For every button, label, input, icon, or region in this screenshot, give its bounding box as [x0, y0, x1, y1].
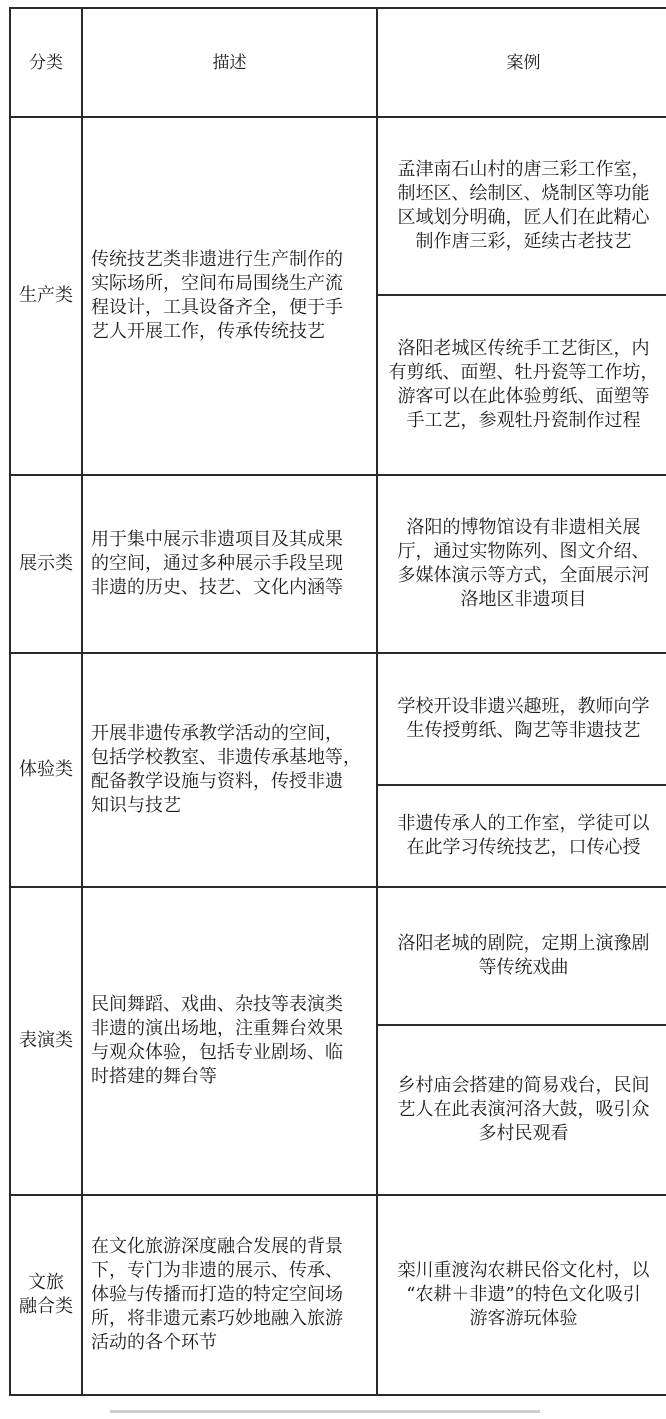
example-line: 乡村庙会搭建的简易戏台，民间 [397, 1075, 650, 1096]
description-line: 配备教学设施与资料，传授非遗 [91, 771, 343, 792]
example-line: 学校开设非遗兴趣班，教师向学 [397, 696, 650, 717]
category-line: 展示类 [19, 553, 73, 574]
category-label [19, 284, 73, 308]
description-line: 知识与技艺 [91, 795, 181, 816]
description-cell [82, 887, 377, 1195]
example-line: 洛地区非遗项目 [460, 589, 587, 610]
description-line: 下，专门为非遗的展示、传承、 [91, 1260, 343, 1281]
description-line: 非遗的历史、技艺、文化内涵等 [91, 577, 343, 598]
example-line: 洛阳的博物馆设有非遗相关展 [406, 517, 641, 538]
category-line: 生产类 [19, 285, 73, 306]
table-body [10, 117, 666, 1395]
example-cell [377, 785, 666, 887]
description-cell [82, 117, 377, 475]
description-line: 体验与传播而打造的特定空间场 [91, 1284, 343, 1305]
example-line: 非遗传承人的工作室，学徒可以 [397, 813, 650, 834]
example-cell [377, 295, 666, 475]
example-cell [377, 653, 666, 785]
bottom-rule [110, 1410, 540, 1413]
category-cell [10, 475, 82, 653]
example-line: 在此学习传统技艺，口传心授 [406, 837, 641, 858]
description-line: 时搭建的舞台等 [91, 1066, 217, 1087]
example-line: 制坯区、绘制区、烧制区等功能 [397, 183, 650, 204]
example-line: 游客游玩体验 [469, 1308, 578, 1329]
example-line: 区域划分明确，匠人们在此精心 [397, 207, 650, 228]
example-cell [377, 1195, 666, 1395]
example-line: 有剪纸、面塑、牡丹瓷等工作坊， [388, 362, 659, 383]
table-row [10, 887, 666, 1025]
description-line: 在文化旅游深度融合发展的背景 [91, 1236, 343, 1257]
example-cell [377, 887, 666, 1025]
description-line: 开展非遗传承教学活动的空间， [91, 723, 343, 744]
example-line: 艺人在此表演河洛大鼓，吸引众 [397, 1099, 650, 1120]
description-cell [82, 1195, 377, 1395]
table-row [10, 653, 666, 785]
category-label [19, 552, 73, 576]
description-line: 传统技艺类非遗进行生产制作的 [91, 249, 343, 270]
category-line: 融合类 [19, 1296, 73, 1317]
description-line: 程设计，工具设备齐全，便于手 [91, 297, 343, 318]
example-line: 多媒体演示等方式，全面展示河 [397, 565, 650, 586]
category-line: 体验类 [19, 759, 73, 780]
example-line: 手工艺，参观牡丹瓷制作过程 [406, 410, 641, 431]
category-cell [10, 1195, 82, 1395]
example-line: 游客可以在此体验剪纸、面塑等 [397, 386, 650, 407]
category-label [19, 758, 73, 782]
example-line: 生传授剪纸、陶艺等非遗技艺 [406, 720, 641, 741]
header-row [10, 8, 666, 117]
category-cell [10, 117, 82, 475]
example-line: 厅，通过实物陈列、图文介绍、 [397, 541, 650, 562]
header-description: 描述 [82, 8, 377, 117]
description-line: 实际场所，空间布局围绕生产流 [91, 273, 343, 294]
table-row [10, 117, 666, 295]
description-line: 民间舞蹈、戏曲、杂技等表演类 [91, 994, 343, 1015]
example-line: 洛阳老城的剧院，定期上演豫剧 [397, 933, 650, 954]
category-cell [10, 887, 82, 1195]
description-line: 活动的各个环节 [91, 1332, 217, 1353]
example-line: 多村民观看 [478, 1123, 569, 1144]
example-line: 孟津南石山村的唐三彩工作室， [397, 159, 650, 180]
example-line: 栾川重渡沟农耕民俗文化村，以 [397, 1260, 650, 1281]
description-line: 艺人开展工作，传承传统技艺 [91, 321, 325, 342]
category-line: 表演类 [19, 1030, 73, 1051]
header-category: 分类 [10, 8, 82, 117]
description-line: 的空间，通过多种展示手段呈现 [91, 553, 343, 574]
category-line: 文旅 [28, 1272, 64, 1293]
table-row [10, 475, 666, 653]
example-cell [377, 475, 666, 653]
example-cell [377, 117, 666, 295]
description-line: 非遗的演出场地，注重舞台效果 [91, 1018, 343, 1039]
example-line: “农耕＋非遗”的特色文化吸引 [406, 1284, 641, 1305]
description-line: 所，将非遗元素巧妙地融入旅游 [91, 1308, 343, 1329]
category-label [19, 1271, 73, 1319]
description-line: 用于集中展示非遗项目及其成果 [91, 529, 343, 550]
description-cell [82, 653, 377, 887]
description-cell [82, 475, 377, 653]
classification-table [9, 7, 666, 1396]
example-line: 制作唐三彩，延续古老技艺 [415, 231, 632, 252]
table-row [10, 1195, 666, 1395]
header-example: 案例 [377, 8, 666, 117]
example-line: 洛阳老城区传统手工艺街区，内 [397, 338, 650, 359]
description-line: 与观众体验，包括专业剧场、临 [91, 1042, 343, 1063]
example-line: 等传统戏曲 [478, 957, 569, 978]
description-line: 包括学校教室、非遗传承基地等， [91, 747, 361, 768]
category-label [19, 1029, 73, 1053]
example-cell [377, 1025, 666, 1195]
category-cell [10, 653, 82, 887]
